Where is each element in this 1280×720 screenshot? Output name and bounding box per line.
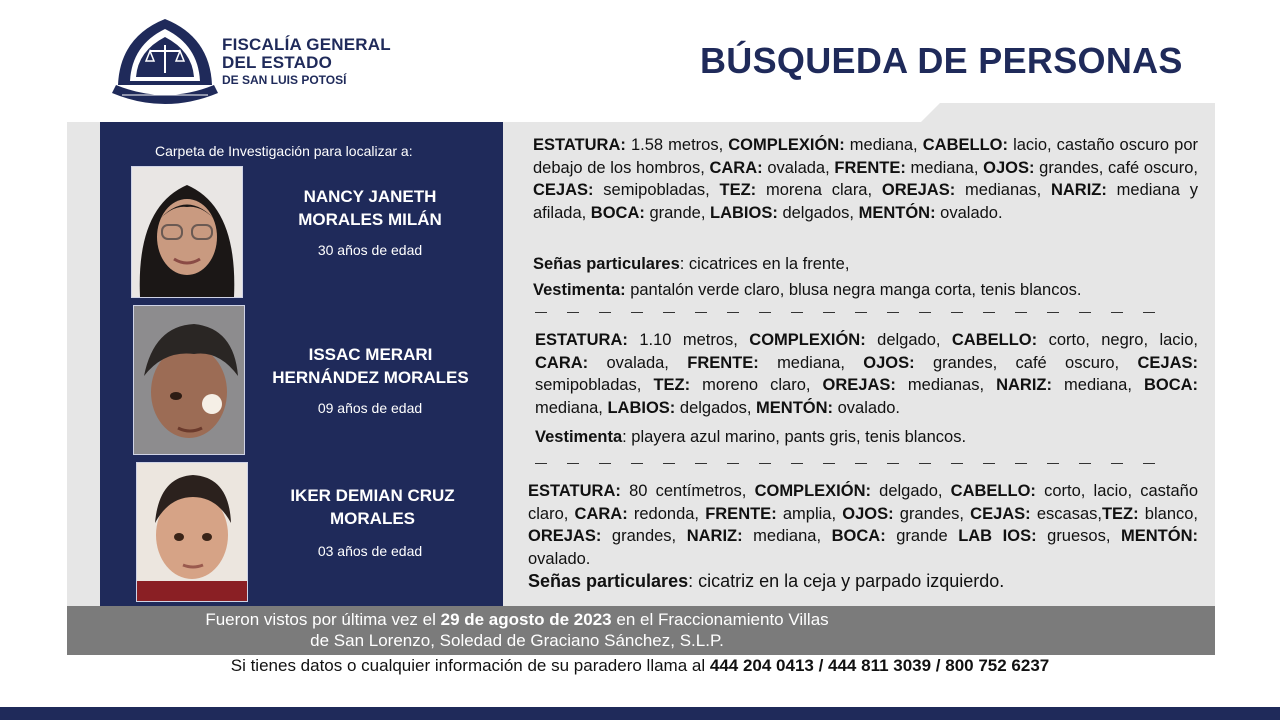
org-line-3: DE SAN LUIS POTOSÍ — [222, 73, 347, 87]
d1-boca-label: BOCA: — [590, 203, 645, 222]
d1-tez-label: TEZ: — [719, 181, 757, 199]
d3-complexion-label: COMPLEXIÓN: — [754, 482, 871, 500]
d3-complexion-value: delgado, — [870, 482, 951, 500]
person-age-3: 03 años de edad — [317, 543, 423, 559]
d2-cabello-label: CABELLO: — [951, 331, 1038, 349]
d2-cara-value: ovalada, — [588, 353, 688, 372]
d1-estatura-value: 1.58 metros, — [625, 136, 729, 154]
d1-cara-value: ovalada, — [762, 158, 835, 177]
person-2-name-line-2: HERNÁNDEZ MORALES — [272, 368, 469, 387]
d3-ojos-value: grandes, — [893, 504, 971, 523]
d3-menton-value: ovalado. — [528, 549, 591, 568]
person-name-3 — [270, 484, 475, 530]
d1-nariz-label: NARIZ: — [1050, 181, 1107, 199]
d3-cara-label: CARA: — [574, 504, 628, 523]
d1-complexion-label: COMPLEXIÓN: — [728, 136, 845, 154]
panel-tab-decoration — [920, 103, 1215, 123]
d1-menton-value: ovalado. — [935, 203, 1003, 222]
d2-orejas-value: medianas, — [895, 376, 997, 394]
d2-nariz-label: NARIZ: — [996, 376, 1052, 394]
person-photo-2 — [133, 305, 245, 455]
person-3-name-line-2: MORALES — [330, 509, 415, 528]
d1-senas-line — [533, 253, 849, 275]
d1-vestimenta-label: Vestimenta: — [533, 281, 626, 299]
d1-vestimenta-line — [533, 279, 1082, 301]
contact-line — [0, 656, 1280, 676]
last-seen-date: 29 de agosto de 2023 — [440, 610, 612, 629]
d1-frente-value: mediana, — [905, 158, 984, 177]
last-seen-band — [67, 606, 1215, 655]
d2-labios-value: delgados, — [675, 398, 757, 417]
d3-tez-value: blanco, — [1138, 504, 1199, 523]
d3-cabello-value: corto, lacio, castaño claro, — [528, 482, 1199, 523]
person-photo-1 — [131, 166, 243, 298]
d2-complexion-label: COMPLEXIÓN: — [749, 331, 866, 349]
d1-orejas-value: medianas, — [955, 181, 1051, 199]
d3-labios-label: LAB IOS: — [958, 527, 1037, 545]
d2-menton-label: MENTÓN: — [756, 398, 834, 417]
d2-frente-label: FRENTE: — [687, 353, 759, 372]
d3-boca-label: BOCA: — [831, 527, 886, 545]
d3-nariz-value: mediana, — [742, 527, 832, 545]
person-1-name-line-2: MORALES MILÁN — [298, 210, 442, 229]
person-2-description — [535, 329, 1198, 419]
d1-nariz-value: mediana y afilada, — [533, 181, 1199, 222]
d2-boca-label: BOCA: — [1143, 376, 1199, 394]
d2-frente-value: mediana, — [758, 353, 864, 372]
d2-cejas-value: semipobladas, — [535, 376, 654, 394]
d3-cejas-label: CEJAS: — [970, 504, 1031, 523]
d3-orejas-value: grandes, — [601, 527, 687, 545]
organization-name — [222, 36, 391, 88]
last-seen-location: de San Lorenzo, Soledad de Graciano Sánchez, S.L.P. — [310, 631, 724, 650]
d3-frente-value: amplia, — [776, 504, 843, 523]
contact-prefix: Si tienes datos o cualquier información de su paradero llama al — [230, 656, 710, 675]
d2-ojos-value: grandes, café oscuro, — [914, 353, 1138, 372]
d2-vestimenta-value: : playera azul marino, pants gris, tenis blancos. — [622, 428, 967, 446]
person-3-name-line-1: IKER DEMIAN CRUZ — [290, 486, 455, 505]
d1-orejas-label: OREJAS: — [881, 181, 956, 199]
d1-cabello-value: lacio, castaño oscuro por debajo de los hombros, — [533, 136, 1198, 177]
d1-labios-value: delgados, — [777, 203, 859, 222]
d2-vestimenta-label: Vestimenta — [535, 428, 623, 446]
d2-tez-label: TEZ: — [653, 376, 691, 394]
d1-cejas-value: semipobladas, — [593, 181, 720, 199]
d2-orejas-label: OREJAS: — [822, 376, 896, 394]
d3-boca-value: grande — [885, 527, 959, 545]
org-line-2: DEL ESTADO — [222, 53, 332, 72]
d3-cara-value: redonda, — [627, 504, 706, 523]
d3-nariz-label: NARIZ: — [686, 527, 743, 545]
bottom-bar — [0, 707, 1280, 720]
d2-estatura-label: ESTATURA: — [535, 331, 628, 349]
person-1-name-line-1: NANCY JANETH — [303, 187, 437, 206]
d1-cabello-label: CABELLO: — [922, 136, 1008, 154]
separator-2 — [535, 463, 1170, 464]
last-seen-prefix: Fueron vistos por última vez el — [205, 610, 441, 629]
d1-cejas-label: CEJAS: — [533, 181, 594, 199]
d1-cara-label: CARA: — [709, 158, 763, 177]
d1-estatura-label: ESTATURA: — [533, 136, 626, 154]
person-1-description — [533, 134, 1198, 224]
d3-labios-value: gruesos, — [1036, 527, 1121, 545]
person-name-2 — [258, 343, 483, 389]
person-age-2: 09 años de edad — [317, 400, 423, 416]
d3-cejas-value: escasas, — [1030, 504, 1102, 523]
d3-tez-label: TEZ: — [1101, 504, 1139, 523]
d3-estatura-value: 80 centímetros, — [620, 482, 755, 500]
d1-ojos-value: grandes, café oscuro, — [1034, 158, 1198, 177]
d3-senas-label: Señas particulares — [528, 571, 689, 591]
d1-labios-label: LABIOS: — [710, 203, 778, 222]
page-title: BÚSQUEDA DE PERSONAS — [700, 40, 1183, 81]
d2-vestimenta-line — [535, 426, 966, 448]
d2-complexion-value: delgado, — [865, 331, 952, 349]
d3-senas-value: : cicatriz en la ceja y parpado izquierdo. — [688, 571, 1005, 591]
d2-estatura-value: 1.10 metros, — [627, 331, 750, 349]
person-2-name-line-1: ISSAC MERARI — [308, 345, 433, 364]
d3-menton-label: MENTÓN: — [1120, 527, 1198, 545]
d2-cara-label: CARA: — [535, 353, 589, 372]
d1-complexion-value: mediana, — [844, 136, 923, 154]
d2-cejas-label: CEJAS: — [1137, 353, 1198, 372]
d3-senas-line — [528, 570, 1004, 592]
d1-senas-value: : cicatrices en la frente, — [679, 255, 850, 273]
last-seen-suffix: en el Fraccionamiento Villas — [611, 610, 829, 629]
d3-cabello-label: CABELLO: — [950, 482, 1036, 500]
org-line-1: FISCALÍA GENERAL — [222, 35, 391, 54]
d2-cabello-value: corto, negro, lacio, — [1037, 331, 1198, 349]
contact-phones: 444 204 0413 / 444 811 3039 / 800 752 6237 — [709, 656, 1050, 675]
d1-senas-label: Señas particulares — [533, 255, 680, 273]
d2-tez-value: moreno claro, — [690, 376, 823, 394]
last-seen-text — [67, 609, 967, 651]
intro-text: Carpeta de Investigación para localizar a: — [155, 143, 413, 159]
d1-ojos-label: OJOS: — [983, 158, 1035, 177]
d3-estatura-label: ESTATURA: — [528, 482, 621, 500]
d2-nariz-value: mediana, — [1051, 376, 1144, 394]
person-age-1: 30 años de edad — [317, 242, 423, 258]
d1-boca-value: grande, — [644, 203, 711, 222]
d2-menton-value: ovalado. — [833, 398, 901, 417]
separator-1 — [535, 312, 1170, 313]
person-3-description — [528, 480, 1198, 570]
d2-boca-value: mediana, — [535, 398, 608, 417]
d2-ojos-label: OJOS: — [863, 353, 915, 372]
d1-frente-label: FRENTE: — [834, 158, 906, 177]
fiscalia-seal-logo — [110, 15, 220, 111]
d1-tez-value: morena clara, — [756, 181, 882, 199]
d3-orejas-label: OREJAS: — [528, 527, 602, 545]
d3-ojos-label: OJOS: — [842, 504, 894, 523]
person-photo-3 — [136, 462, 248, 602]
d3-frente-label: FRENTE: — [705, 504, 777, 523]
d2-labios-label: LABIOS: — [607, 398, 676, 417]
person-name-1 — [270, 185, 470, 231]
d1-menton-label: MENTÓN: — [858, 203, 936, 222]
d1-vestimenta-value: pantalón verde claro, blusa negra manga corta, tenis blancos. — [625, 281, 1082, 299]
